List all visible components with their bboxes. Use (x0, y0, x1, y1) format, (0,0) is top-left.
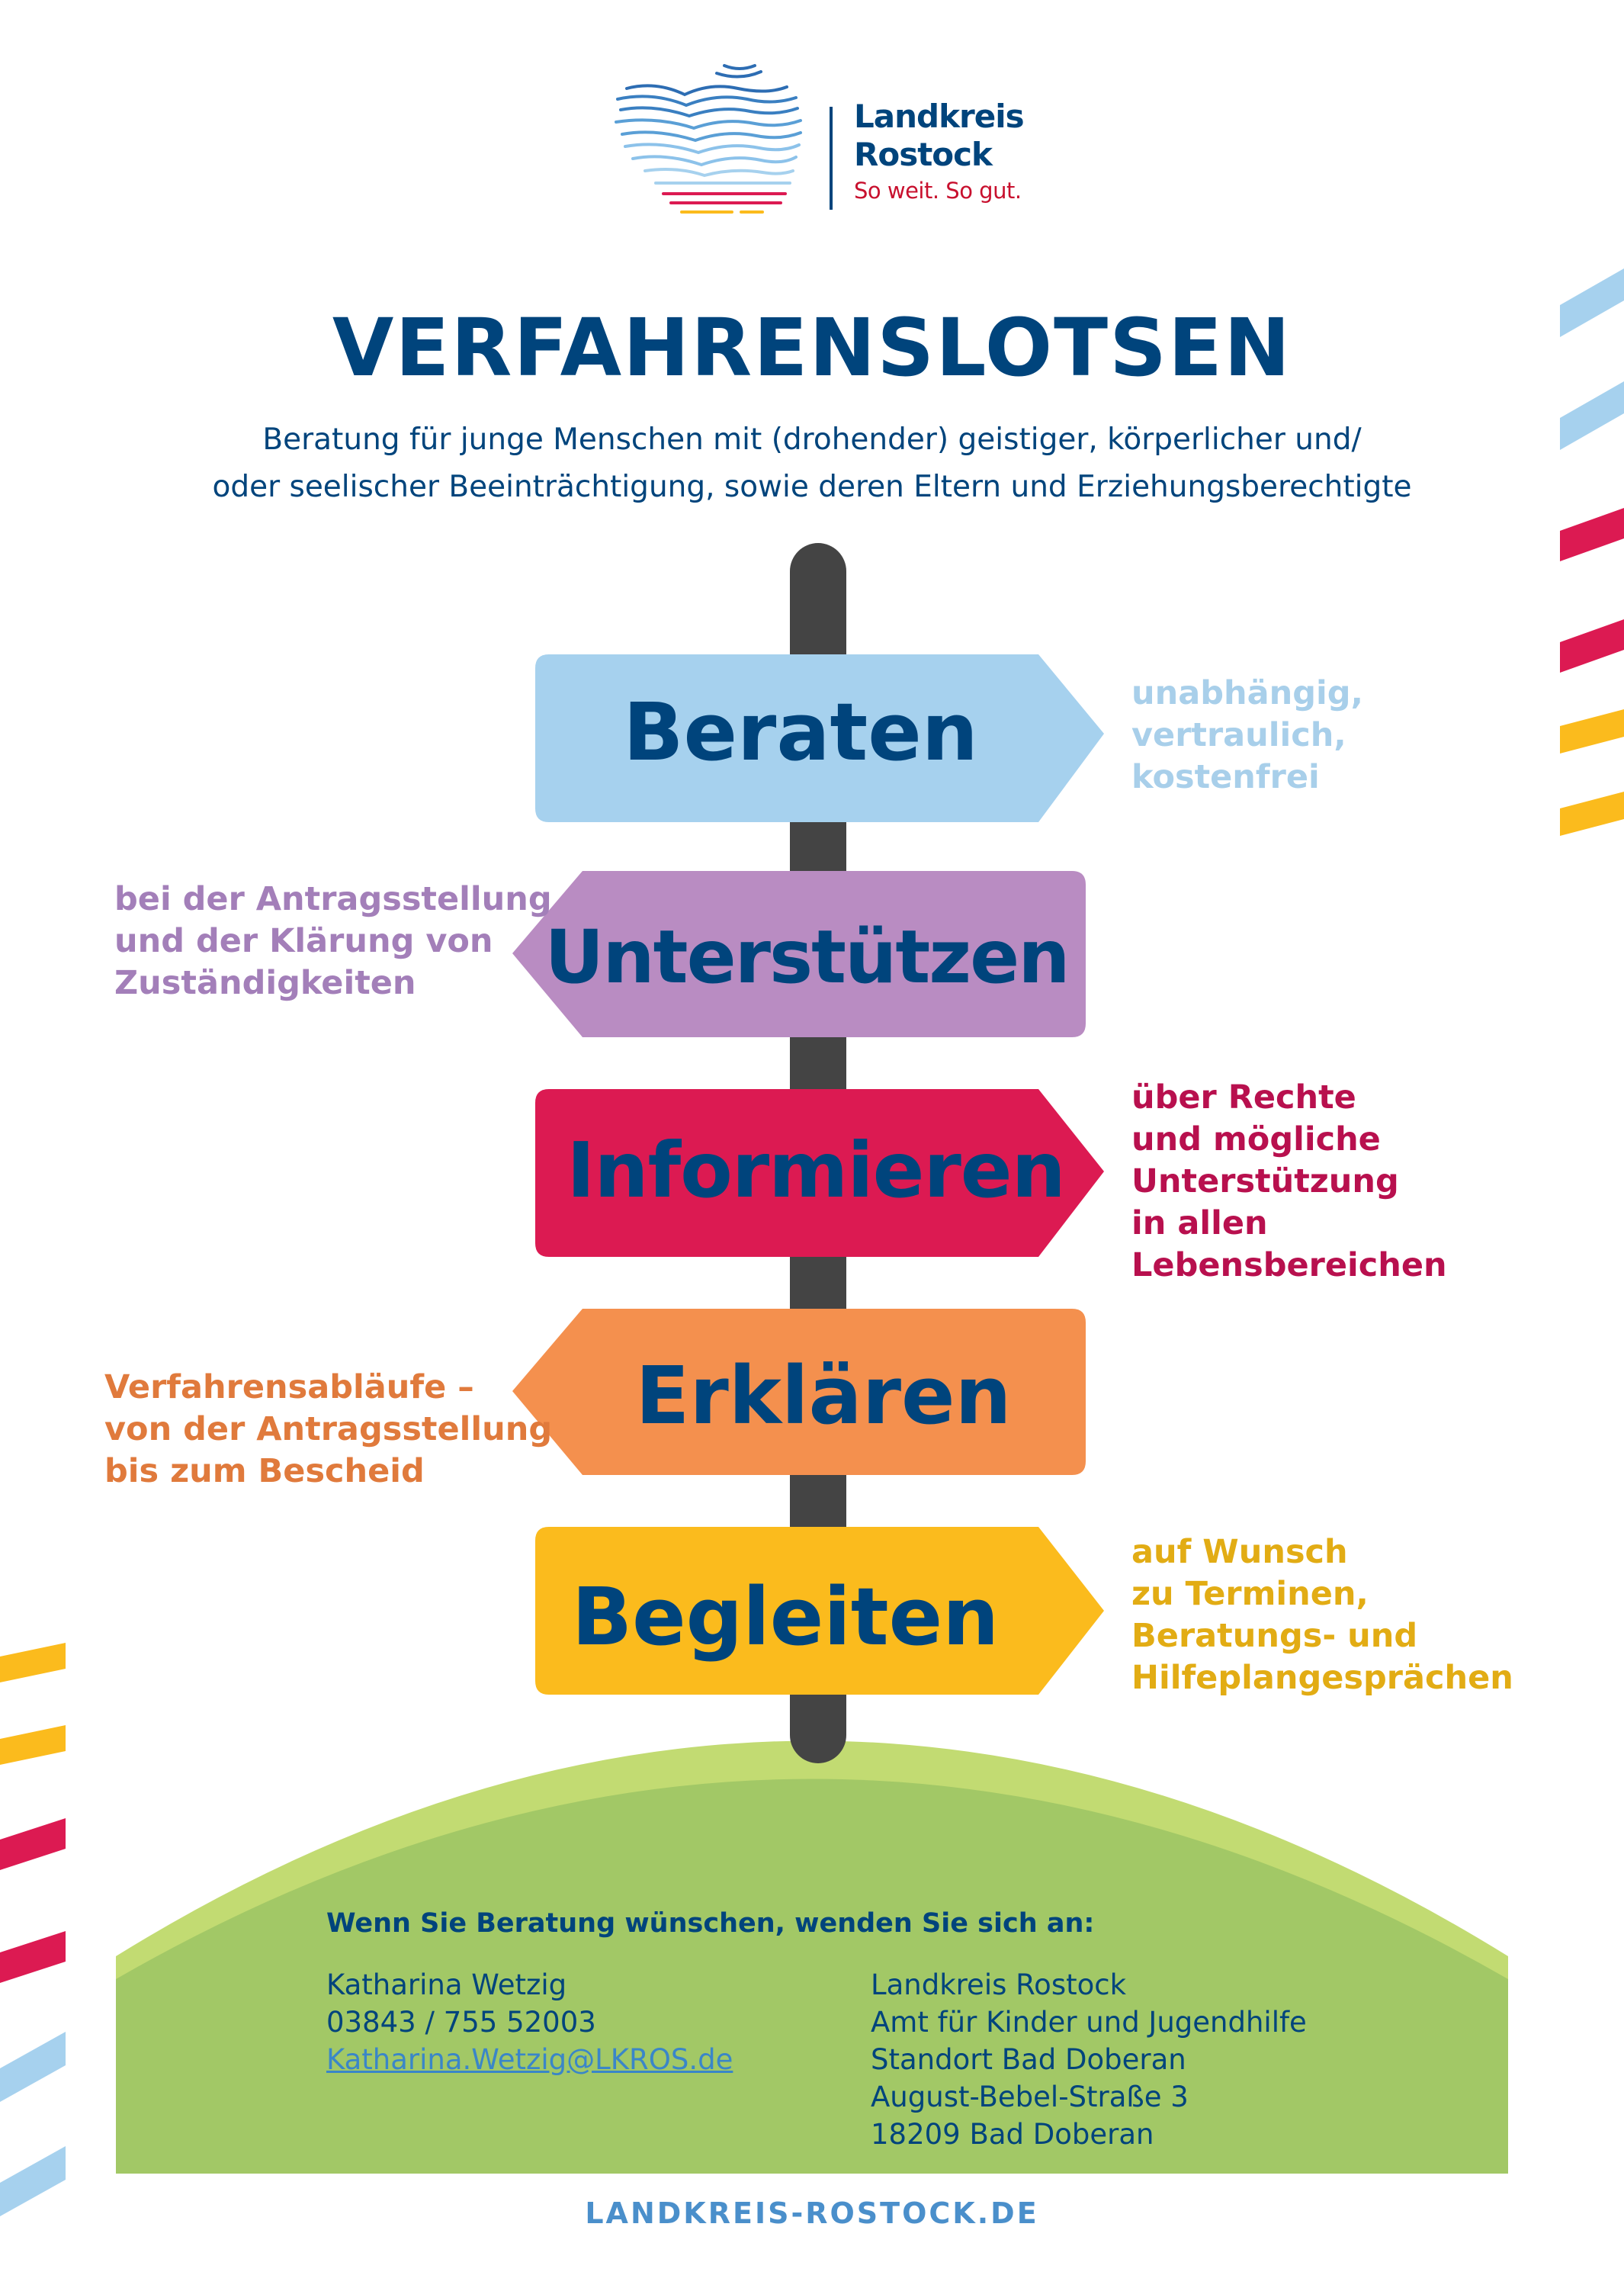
note-line: auf Wunsch (1131, 1533, 1348, 1571)
logo-name-line2: Rostock (854, 136, 992, 173)
office-line: Amt für Kinder und Jugendhilfe (871, 2006, 1307, 2039)
contact-office-address (871, 1966, 1307, 2153)
subtitle-line-1: Beratung für junge Menschen mit (drohender) geistiger, körperlicher und/ (262, 423, 1362, 457)
note-line: unabhängig, (1131, 674, 1363, 712)
office-line: Standort Bad Doberan (871, 2043, 1186, 2076)
stripe-yellow-3 (0, 1643, 66, 1682)
note-line: Verfahrensabläufe – (104, 1368, 474, 1406)
office-line: Landkreis Rostock (871, 1968, 1127, 2001)
note-line: zu Terminen, (1131, 1575, 1369, 1613)
sign-label-beraten: Beraten (623, 686, 978, 779)
office-line: August-Bebel-Straße 3 (871, 2081, 1189, 2113)
note-line: bei der Antragsstellung (114, 880, 552, 918)
stripe-red-4 (0, 1931, 66, 1983)
note-line: in allen (1131, 1204, 1268, 1242)
note-line: Beratungs- und (1131, 1617, 1418, 1655)
note-line: von der Antragsstellung (104, 1410, 553, 1448)
note-begleiten (1131, 1531, 1513, 1699)
note-line: über Rechte (1131, 1078, 1356, 1117)
logo-wordmark (854, 98, 1024, 207)
sign-label-unterstuetzen: Unterstützen (544, 914, 1069, 1000)
note-informieren (1131, 1077, 1447, 1287)
stripe-yellow-1 (1560, 709, 1624, 754)
landkreis-rostock-logo-icon (610, 61, 808, 229)
logo-slogan: So weit. So gut. (854, 178, 1022, 204)
stripe-blue-3 (0, 2032, 66, 2102)
sign-label-begleiten: Begleiten (571, 1570, 1000, 1663)
note-line: Zuständigkeiten (114, 964, 416, 1002)
stripe-red-2 (1560, 619, 1624, 673)
website-link[interactable]: LANDKREIS-ROSTOCK.DE (585, 2196, 1039, 2230)
note-line: Hilfeplangesprächen (1131, 1659, 1513, 1697)
contact-person-block (326, 1966, 733, 2078)
note-line: und mögliche (1131, 1120, 1381, 1158)
subtitle-line-2: oder seelischer Beeinträchtigung, sowie deren Eltern und Erziehungsberechtigte (212, 470, 1412, 504)
note-line: und der Klärung von (114, 922, 493, 960)
note-erklaeren (104, 1367, 552, 1493)
stripe-red-3 (0, 1818, 66, 1870)
page-title: VERFAHRENSLOTSEN (332, 301, 1292, 394)
left-edge-stripes (0, 1643, 66, 2216)
sign-label-informieren: Informieren (566, 1126, 1065, 1215)
note-line: vertraulich, (1131, 716, 1346, 754)
logo-divider (830, 107, 833, 210)
contact-phone[interactable]: 03843 / 755 52003 (326, 2006, 596, 2039)
note-line: kostenfrei (1131, 758, 1320, 796)
note-line: bis zum Bescheid (104, 1452, 425, 1490)
stripe-yellow-2 (1560, 792, 1624, 836)
note-unterstuetzen (114, 879, 552, 1004)
sign-label-erklaeren: Erklären (635, 1349, 1012, 1442)
stripe-red-1 (1560, 508, 1624, 561)
stripe-yellow-4 (0, 1725, 66, 1765)
page-subtitle (114, 416, 1510, 511)
contact-heading: Wenn Sie Beratung wünschen, wenden Sie sich an: (326, 1908, 1095, 1939)
note-line: Unterstützung (1131, 1162, 1399, 1200)
note-beraten (1131, 673, 1363, 799)
note-line: Lebensbereichen (1131, 1246, 1447, 1284)
office-line: 18209 Bad Doberan (871, 2118, 1154, 2151)
contact-email-link[interactable]: Katharina.Wetzig@LKROS.de (326, 2043, 733, 2076)
logo-name-line1: Landkreis (854, 98, 1024, 135)
contact-name: Katharina Wetzig (326, 1968, 567, 2001)
